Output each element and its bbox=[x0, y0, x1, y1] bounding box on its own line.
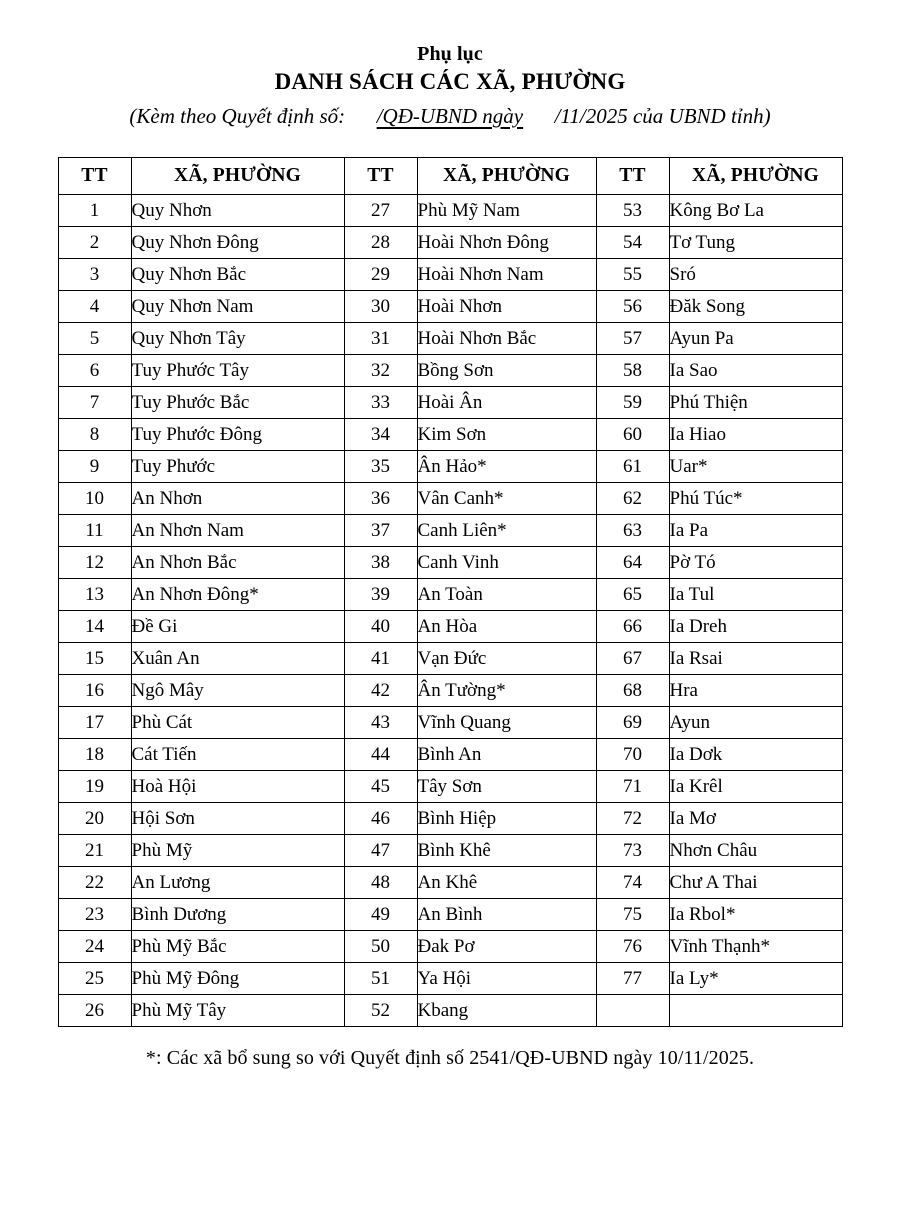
commune-table-container bbox=[0, 157, 900, 1027]
cell-index: 72 bbox=[596, 803, 669, 835]
header-name-3: XÃ, PHƯỜNG bbox=[669, 158, 842, 195]
cell-index: 61 bbox=[596, 451, 669, 483]
cell-index: 38 bbox=[344, 547, 417, 579]
cell-index: 76 bbox=[596, 931, 669, 963]
cell-commune-name: Quy Nhơn Nam bbox=[131, 291, 344, 323]
cell-index: 30 bbox=[344, 291, 417, 323]
cell-commune-name: Ayun bbox=[669, 707, 842, 739]
header-name-2: XÃ, PHƯỜNG bbox=[417, 158, 596, 195]
cell-commune-name: An Nhơn bbox=[131, 483, 344, 515]
cell-index: 36 bbox=[344, 483, 417, 515]
cell-index: 56 bbox=[596, 291, 669, 323]
cell-index: 17 bbox=[58, 707, 131, 739]
table-row bbox=[58, 675, 842, 707]
table-row bbox=[58, 867, 842, 899]
cell-commune-name: Ayun Pa bbox=[669, 323, 842, 355]
cell-index: 1 bbox=[58, 195, 131, 227]
cell-commune-name: Vĩnh Thạnh* bbox=[669, 931, 842, 963]
cell-index: 26 bbox=[58, 995, 131, 1027]
cell-commune-name: Phù Mỹ bbox=[131, 835, 344, 867]
cell-index: 23 bbox=[58, 899, 131, 931]
cell-index: 48 bbox=[344, 867, 417, 899]
cell-index: 71 bbox=[596, 771, 669, 803]
cell-index: 66 bbox=[596, 611, 669, 643]
cell-index: 69 bbox=[596, 707, 669, 739]
header-tt-2: TT bbox=[344, 158, 417, 195]
cell-commune-name: Quy Nhơn bbox=[131, 195, 344, 227]
cell-index: 68 bbox=[596, 675, 669, 707]
cell-commune-name: Ia Dreh bbox=[669, 611, 842, 643]
cell-commune-name: Hoài Nhơn bbox=[417, 291, 596, 323]
cell-commune-name: An Hòa bbox=[417, 611, 596, 643]
cell-commune-name: An Lương bbox=[131, 867, 344, 899]
cell-commune-name: Canh Liên* bbox=[417, 515, 596, 547]
cell-commune-name: Vạn Đức bbox=[417, 643, 596, 675]
table-row bbox=[58, 963, 842, 995]
cell-commune-name: Tuy Phước Bắc bbox=[131, 387, 344, 419]
cell-index: 28 bbox=[344, 227, 417, 259]
cell-index: 63 bbox=[596, 515, 669, 547]
cell-index: 77 bbox=[596, 963, 669, 995]
cell-commune-name: Ia Mơ bbox=[669, 803, 842, 835]
cell-index: 52 bbox=[344, 995, 417, 1027]
table-row bbox=[58, 803, 842, 835]
subtitle-decision-ref: /QĐ-UBND ngày bbox=[376, 103, 524, 128]
table-footnote: *: Các xã bổ sung so với Quyết định số 2541/QĐ-UBND ngày 10/11/2025. bbox=[145, 1047, 755, 1070]
cell-commune-name: Ia Rbol* bbox=[669, 899, 842, 931]
table-row bbox=[58, 995, 842, 1027]
cell-index: 41 bbox=[344, 643, 417, 675]
cell-commune-name: Pờ Tó bbox=[669, 547, 842, 579]
cell-index: 13 bbox=[58, 579, 131, 611]
cell-commune-name: Phú Thiện bbox=[669, 387, 842, 419]
cell-index: 4 bbox=[58, 291, 131, 323]
cell-commune-name: Quy Nhơn Tây bbox=[131, 323, 344, 355]
cell-index: 6 bbox=[58, 355, 131, 387]
cell-commune-name: Tây Sơn bbox=[417, 771, 596, 803]
cell-commune-name: Đak Pơ bbox=[417, 931, 596, 963]
table-row bbox=[58, 419, 842, 451]
cell-index: 64 bbox=[596, 547, 669, 579]
cell-commune-name: Quy Nhơn Bắc bbox=[131, 259, 344, 291]
cell-index: 42 bbox=[344, 675, 417, 707]
cell-commune-name: Bình An bbox=[417, 739, 596, 771]
table-body bbox=[58, 195, 842, 1027]
cell-index: 65 bbox=[596, 579, 669, 611]
subtitle-suffix: /11/2025 của UBND tỉnh) bbox=[523, 103, 771, 128]
cell-commune-name: Hra bbox=[669, 675, 842, 707]
cell-commune-name: Kim Sơn bbox=[417, 419, 596, 451]
cell-index: 50 bbox=[344, 931, 417, 963]
table-row bbox=[58, 707, 842, 739]
cell-commune-name: Ia Ly* bbox=[669, 963, 842, 995]
table-row bbox=[58, 195, 842, 227]
cell-index: 74 bbox=[596, 867, 669, 899]
cell-index: 49 bbox=[344, 899, 417, 931]
cell-index: 43 bbox=[344, 707, 417, 739]
cell-commune-name: Hội Sơn bbox=[131, 803, 344, 835]
cell-commune-name: Bình Hiệp bbox=[417, 803, 596, 835]
cell-commune-name: An Nhơn Đông* bbox=[131, 579, 344, 611]
header-name-1: XÃ, PHƯỜNG bbox=[131, 158, 344, 195]
cell-index: 27 bbox=[344, 195, 417, 227]
cell-index: 59 bbox=[596, 387, 669, 419]
cell-commune-name: Bồng Sơn bbox=[417, 355, 596, 387]
cell-commune-name: Phù Cát bbox=[131, 707, 344, 739]
cell-commune-name: Vĩnh Quang bbox=[417, 707, 596, 739]
table-row bbox=[58, 739, 842, 771]
header-tt-1: TT bbox=[58, 158, 131, 195]
cell-index: 32 bbox=[344, 355, 417, 387]
cell-index: 2 bbox=[58, 227, 131, 259]
cell-index: 9 bbox=[58, 451, 131, 483]
cell-index: 14 bbox=[58, 611, 131, 643]
cell-commune-name: An Bình bbox=[417, 899, 596, 931]
cell-commune-name: Phù Mỹ Tây bbox=[131, 995, 344, 1027]
cell-index: 39 bbox=[344, 579, 417, 611]
cell-index: 40 bbox=[344, 611, 417, 643]
cell-commune-name: Tuy Phước Tây bbox=[131, 355, 344, 387]
cell-index: 35 bbox=[344, 451, 417, 483]
cell-index: 11 bbox=[58, 515, 131, 547]
table-row bbox=[58, 771, 842, 803]
cell-commune-name: Sró bbox=[669, 259, 842, 291]
cell-commune-name: Phù Mỹ Nam bbox=[417, 195, 596, 227]
table-header bbox=[58, 158, 842, 195]
table-row bbox=[58, 931, 842, 963]
cell-commune-name: Ia Hiao bbox=[669, 419, 842, 451]
table-row bbox=[58, 899, 842, 931]
cell-index: 55 bbox=[596, 259, 669, 291]
cell-commune-name: Ia Tul bbox=[669, 579, 842, 611]
cell-index: 15 bbox=[58, 643, 131, 675]
cell-index: 12 bbox=[58, 547, 131, 579]
cell-index: 10 bbox=[58, 483, 131, 515]
cell-index: 60 bbox=[596, 419, 669, 451]
cell-index: 18 bbox=[58, 739, 131, 771]
cell-commune-name: Hoà Hội bbox=[131, 771, 344, 803]
cell-index: 57 bbox=[596, 323, 669, 355]
cell-commune-name: Hoài Nhơn Bắc bbox=[417, 323, 596, 355]
heading-appendix-label: Phụ lục bbox=[417, 43, 483, 65]
cell-index: 33 bbox=[344, 387, 417, 419]
cell-commune-name: Ia Pa bbox=[669, 515, 842, 547]
cell-index: 54 bbox=[596, 227, 669, 259]
cell-commune-name: Bình Dương bbox=[131, 899, 344, 931]
cell-commune-name: Kbang bbox=[417, 995, 596, 1027]
cell-commune-name: An Nhơn Nam bbox=[131, 515, 344, 547]
cell-index: 29 bbox=[344, 259, 417, 291]
cell-index: 73 bbox=[596, 835, 669, 867]
cell-commune-name: Ia Sao bbox=[669, 355, 842, 387]
cell-index bbox=[596, 995, 669, 1027]
cell-commune-name: Chư A Thai bbox=[669, 867, 842, 899]
table-row bbox=[58, 323, 842, 355]
table-row bbox=[58, 611, 842, 643]
table-row bbox=[58, 547, 842, 579]
cell-index: 37 bbox=[344, 515, 417, 547]
cell-commune-name: Phù Mỹ Đông bbox=[131, 963, 344, 995]
cell-commune-name: An Nhơn Bắc bbox=[131, 547, 344, 579]
table-header-row bbox=[58, 158, 842, 195]
cell-index: 19 bbox=[58, 771, 131, 803]
cell-commune-name: An Toàn bbox=[417, 579, 596, 611]
header-tt-3: TT bbox=[596, 158, 669, 195]
cell-index: 51 bbox=[344, 963, 417, 995]
cell-index: 47 bbox=[344, 835, 417, 867]
cell-index: 24 bbox=[58, 931, 131, 963]
table-row bbox=[58, 579, 842, 611]
cell-commune-name: Nhơn Châu bbox=[669, 835, 842, 867]
cell-index: 44 bbox=[344, 739, 417, 771]
cell-index: 3 bbox=[58, 259, 131, 291]
cell-commune-name: Ân Hảo* bbox=[417, 451, 596, 483]
cell-index: 46 bbox=[344, 803, 417, 835]
cell-commune-name: Phú Túc* bbox=[669, 483, 842, 515]
cell-commune-name: Hoài Nhơn Nam bbox=[417, 259, 596, 291]
cell-commune-name: Canh Vinh bbox=[417, 547, 596, 579]
cell-commune-name: Tuy Phước bbox=[131, 451, 344, 483]
cell-commune-name: An Khê bbox=[417, 867, 596, 899]
cell-index: 7 bbox=[58, 387, 131, 419]
cell-index: 70 bbox=[596, 739, 669, 771]
cell-commune-name: Tuy Phước Đông bbox=[131, 419, 344, 451]
cell-commune-name: Bình Khê bbox=[417, 835, 596, 867]
table-row bbox=[58, 643, 842, 675]
cell-commune-name: Vân Canh* bbox=[417, 483, 596, 515]
cell-commune-name: Ngô Mây bbox=[131, 675, 344, 707]
cell-index: 34 bbox=[344, 419, 417, 451]
commune-list-table bbox=[58, 157, 843, 1027]
cell-commune-name: Cát Tiến bbox=[131, 739, 344, 771]
document-subtitle bbox=[0, 103, 900, 130]
cell-index: 31 bbox=[344, 323, 417, 355]
cell-index: 8 bbox=[58, 419, 131, 451]
cell-index: 58 bbox=[596, 355, 669, 387]
table-row bbox=[58, 291, 842, 323]
cell-index: 20 bbox=[58, 803, 131, 835]
table-row bbox=[58, 835, 842, 867]
cell-commune-name: Xuân An bbox=[131, 643, 344, 675]
cell-commune-name: Đăk Song bbox=[669, 291, 842, 323]
subtitle-prefix: (Kèm theo Quyết định số: bbox=[129, 103, 377, 128]
cell-index: 53 bbox=[596, 195, 669, 227]
table-row bbox=[58, 387, 842, 419]
cell-index: 16 bbox=[58, 675, 131, 707]
page-title: DANH SÁCH CÁC XÃ, PHƯỜNG bbox=[274, 69, 626, 94]
cell-commune-name: Tơ Tung bbox=[669, 227, 842, 259]
cell-index: 21 bbox=[58, 835, 131, 867]
cell-commune-name: Ia Krêl bbox=[669, 771, 842, 803]
cell-index: 45 bbox=[344, 771, 417, 803]
cell-index: 67 bbox=[596, 643, 669, 675]
cell-commune-name: Ya Hội bbox=[417, 963, 596, 995]
table-row bbox=[58, 355, 842, 387]
cell-index: 25 bbox=[58, 963, 131, 995]
cell-commune-name: Quy Nhơn Đông bbox=[131, 227, 344, 259]
cell-commune-name: Kông Bơ La bbox=[669, 195, 842, 227]
cell-commune-name bbox=[669, 995, 842, 1027]
cell-commune-name: Hoài Ân bbox=[417, 387, 596, 419]
table-row bbox=[58, 515, 842, 547]
table-row bbox=[58, 451, 842, 483]
cell-commune-name: Ia Rsai bbox=[669, 643, 842, 675]
cell-index: 62 bbox=[596, 483, 669, 515]
cell-index: 5 bbox=[58, 323, 131, 355]
cell-commune-name: Đề Gi bbox=[131, 611, 344, 643]
cell-commune-name: Ân Tường* bbox=[417, 675, 596, 707]
cell-commune-name: Uar* bbox=[669, 451, 842, 483]
cell-index: 75 bbox=[596, 899, 669, 931]
table-row bbox=[58, 483, 842, 515]
document-heading bbox=[0, 0, 900, 130]
cell-commune-name: Ia Dơk bbox=[669, 739, 842, 771]
cell-commune-name: Hoài Nhơn Đông bbox=[417, 227, 596, 259]
table-row bbox=[58, 259, 842, 291]
table-row bbox=[58, 227, 842, 259]
cell-index: 22 bbox=[58, 867, 131, 899]
cell-commune-name: Phù Mỹ Bắc bbox=[131, 931, 344, 963]
